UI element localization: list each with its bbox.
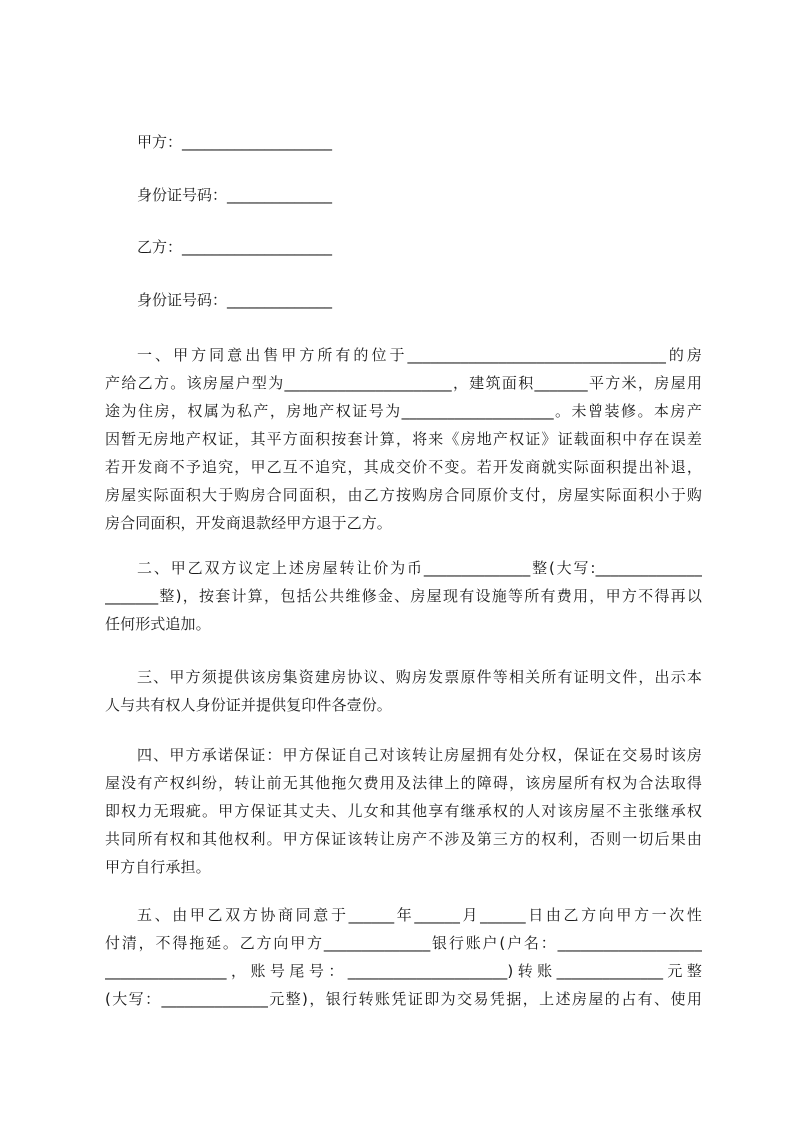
clause-1-line: 房屋实际面积大于购房合同面积，由乙方按购房合同原价支付，房屋实际面积小于购 xyxy=(105,486,702,504)
clause-3-line: 三、甲方须提供该房集资建房协议、购房发票原件等相关所有证明文件，出示本 xyxy=(137,668,702,686)
clause-5-line: (大写：______________元整)，银行转账凭证即为交易凭据，上述房屋的占有、使用 xyxy=(105,990,702,1008)
clause-4-line: 共同所有权和其他权利。甲方保证该转让房产不涉及第三方的权利，否则一切后果由 xyxy=(105,830,702,848)
party-b-id-blank: ______________ xyxy=(227,291,333,309)
clause-2-line: 二、甲乙双方议定上述房屋转让价为币______________整(大写:______________ xyxy=(137,559,702,577)
party-b-id-label: 身份证号码： xyxy=(137,291,228,309)
party-a-id-line xyxy=(137,184,332,206)
clause-4-line: 即权力无瑕疵。甲方保证其丈夫、儿女和其他享有继承权的人对该房屋不主张继承权 xyxy=(105,802,702,820)
clause-1-line: 途为住房，权属为私产，房地产权证号为____________________。未曾装修。本房产 xyxy=(105,402,702,420)
clause-1-line: 因暂无房地产权证，其平方面积按套计算，将来《房地产权证》证载面积中存在误差 xyxy=(105,430,702,448)
clause-1 xyxy=(105,341,702,537)
clause-1-line: 产给乙方。该房屋户型为______________________，建筑面积_______平方米，房屋用 xyxy=(105,374,702,392)
clause-4 xyxy=(105,741,702,881)
party-b-line xyxy=(137,236,332,258)
clause-4-line: 四、甲方承诺保证：甲方保证自己对该转让房屋拥有处分权，保证在交易时该房 xyxy=(137,746,702,764)
party-b-label: 乙方： xyxy=(137,238,183,256)
party-a-id-blank: ______________ xyxy=(227,186,333,204)
party-b-blank: ____________________ xyxy=(182,238,333,256)
party-a-label: 甲方： xyxy=(137,133,183,151)
party-b-id-line xyxy=(137,289,332,311)
clause-4-line: 屋没有产权纠纷，转让前无其他拖欠费用及法律上的障碍，该房屋所有权为合法取得 xyxy=(105,774,702,792)
party-a-line xyxy=(137,131,332,153)
clause-2-line: _______整)，按套计算，包括公共维修金、房屋现有设施等所有费用，甲方不得再以 xyxy=(105,587,702,605)
clause-3-line: 人与共有权人身份证并提供复印件各壹份。 xyxy=(105,696,392,714)
party-a-id-label: 身份证号码： xyxy=(137,186,228,204)
clause-1-line: 一、甲方同意出售甲方所有的位于__________________________________的房 xyxy=(137,346,702,364)
clause-5-line: 五、由甲乙双方协商同意于______年______月______日由乙方向甲方一次性 xyxy=(137,906,702,924)
clause-5 xyxy=(105,901,702,1013)
clause-4-line: 甲方自行承担。 xyxy=(105,858,211,876)
clause-5-line: 付清，不得拖延。乙方向甲方______________银行账户(户名：___________________ xyxy=(105,934,702,952)
party-a-blank: ____________________ xyxy=(182,133,333,151)
clause-2 xyxy=(105,554,702,638)
clause-3 xyxy=(105,663,702,719)
clause-2-line: 任何形式追加。 xyxy=(105,615,211,633)
clause-1-line: 若开发商不予追究，甲乙互不追究，其成交价不变。若开发商就实际面积提出补退， xyxy=(105,458,702,476)
clause-1-line: 房合同面积，开发商退款经甲方退于乙方。 xyxy=(105,514,392,532)
clause-5-line: ________________，账号尾号：_____________________)转账______________元整 xyxy=(105,962,702,980)
